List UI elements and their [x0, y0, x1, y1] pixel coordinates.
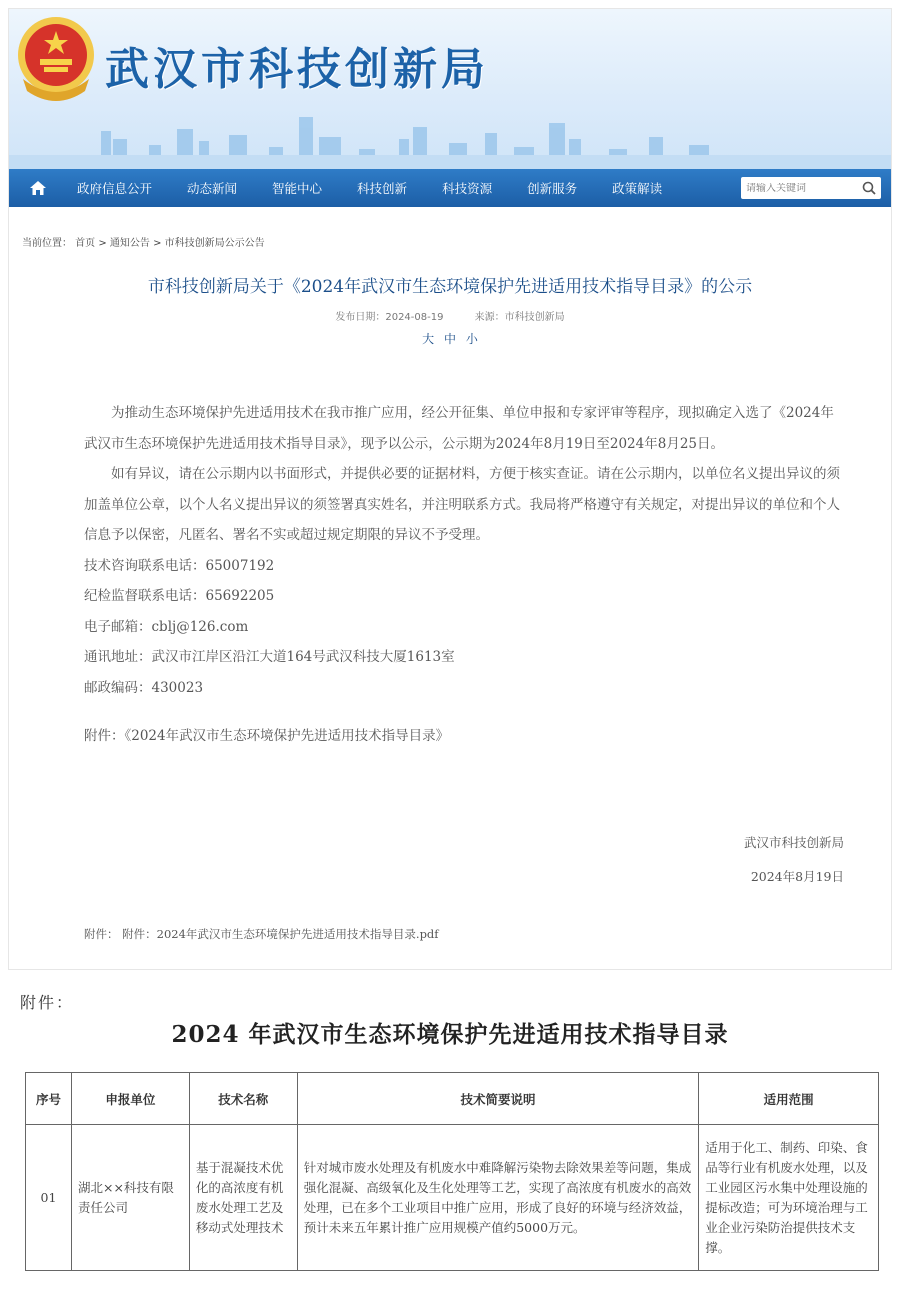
contact-email: 电子邮箱：cblj@126.com: [84, 618, 249, 635]
col-header-desc: 技术简要说明: [297, 1073, 698, 1125]
col-header-name: 技术名称: [189, 1073, 297, 1125]
article-title: 市科技创新局关于《2024年武汉市生态环境保护先进适用技术指导目录》的公示: [147, 277, 753, 297]
city-skyline-graphic: [9, 109, 891, 169]
col-header-unit: 申报单位: [71, 1073, 189, 1125]
body-paragraph-1: 为推动生态环境保护先进适用技术在我市推广应用，经公开征集、单位申报和专家评审等程序，现拟确定入选了《2024年武汉市生态环境保护先进适用技术指导目录》，现予以公示，公示期为2024年8月19日至2024年8月25日。: [84, 405, 834, 452]
font-size-medium[interactable]: 中: [443, 332, 456, 346]
national-emblem-icon: [15, 15, 97, 101]
nav-item-services[interactable]: 创新服务: [527, 181, 578, 196]
home-icon[interactable]: [27, 177, 49, 199]
signature-block: [744, 826, 844, 894]
main-navbar: [9, 169, 891, 207]
site-title: 武汉市科技创新局: [105, 44, 489, 95]
contact-postcode: 邮政编码：430023: [84, 679, 204, 696]
sign-org: 武汉市科技创新局: [743, 835, 844, 850]
article-meta: [0, 308, 900, 323]
font-size-switcher: [0, 330, 900, 347]
contact-phone-supervision: 纪检监督联系电话：65692205: [84, 588, 275, 604]
nav-item-smart-center[interactable]: 智能中心: [272, 181, 323, 196]
font-size-large[interactable]: 大: [422, 332, 435, 346]
font-size-small[interactable]: 小: [465, 332, 478, 346]
tech-catalog-table: [25, 1072, 879, 1271]
col-header-scope: 适用范围: [699, 1073, 879, 1125]
search-icon[interactable]: [862, 181, 876, 195]
search-input[interactable]: [746, 183, 846, 194]
contact-phone-tech: 技术咨询联系电话：65007192: [84, 557, 275, 574]
attachment-note: 附件：《2024年武汉市生态环境保护先进适用技术指导目录》: [84, 728, 450, 744]
article-body: [84, 398, 846, 752]
contact-address: 通讯地址：武汉市江岸区沿江大道164号武汉科技大厦1613室: [84, 649, 455, 665]
article-source: 来源：市科技创新局: [474, 312, 565, 323]
cell-unit: 湖北××科技有限责任公司: [71, 1125, 189, 1271]
search-box: [741, 177, 881, 199]
breadcrumb: 当前位置： 首页 > 通知公告 > 市科技创新局公示公告: [22, 238, 265, 249]
table-header-row: [26, 1073, 879, 1125]
nav-item-innovation[interactable]: 科技创新: [357, 181, 408, 196]
site-banner: [9, 9, 891, 169]
publish-date: 发布日期：2024-08-19: [335, 312, 444, 323]
nav-item-policy[interactable]: 政策解读: [612, 181, 663, 196]
nav-item-gov-info[interactable]: 政府信息公开: [77, 181, 153, 196]
col-header-no: 序号: [26, 1073, 72, 1125]
appendix-title: 2024 年武汉市生态环境保护先进适用技术指导目录: [171, 1021, 729, 1048]
cell-desc: 针对城市废水处理及有机废水中难降解污染物去除效果差等问题，集成强化混凝、高级氧化及生化处理等工艺，实现了高浓度有机废水的高效处理，已在多个工业项目中推广应用，形成了良好的环境与经济效益，预计未来五年累计推广应用规模产值约5000万元。: [297, 1125, 698, 1271]
nav-item-resources[interactable]: 科技资源: [442, 181, 493, 196]
appendix-label: 附件：: [20, 993, 75, 1012]
cell-no: 01: [26, 1125, 72, 1271]
cell-name: 基于混凝技术优化的高浓度有机废水处理工艺及移动式处理技术: [189, 1125, 297, 1271]
attachment-download-link[interactable]: 附件： 附件：2024年武汉市生态环境保护先进适用技术指导目录.pdf: [84, 927, 439, 941]
nav-item-news[interactable]: 动态新闻: [187, 181, 238, 196]
table-row: [26, 1125, 879, 1271]
sign-date: 2024年8月19日: [750, 869, 844, 884]
body-paragraph-2: 如有异议，请在公示期内以书面形式，并提供必要的证据材料，方便于核实查证。请在公示期内，以单位名义提出异议的须加盖单位公章，以个人名义提出异议的须签署真实姓名，并注明联系方式。我局将严格遵守有关规定，对提出异议的单位和个人信息予以保密，凡匿名、署名不实或超过规定期限的异议不予受理。: [84, 466, 840, 543]
cell-scope: 适用于化工、制药、印染、食品等行业有机废水处理，以及工业园区污水集中处理设施的提标改造；可为环境治理与工业企业污染防治提供技术支撑。: [699, 1125, 879, 1271]
